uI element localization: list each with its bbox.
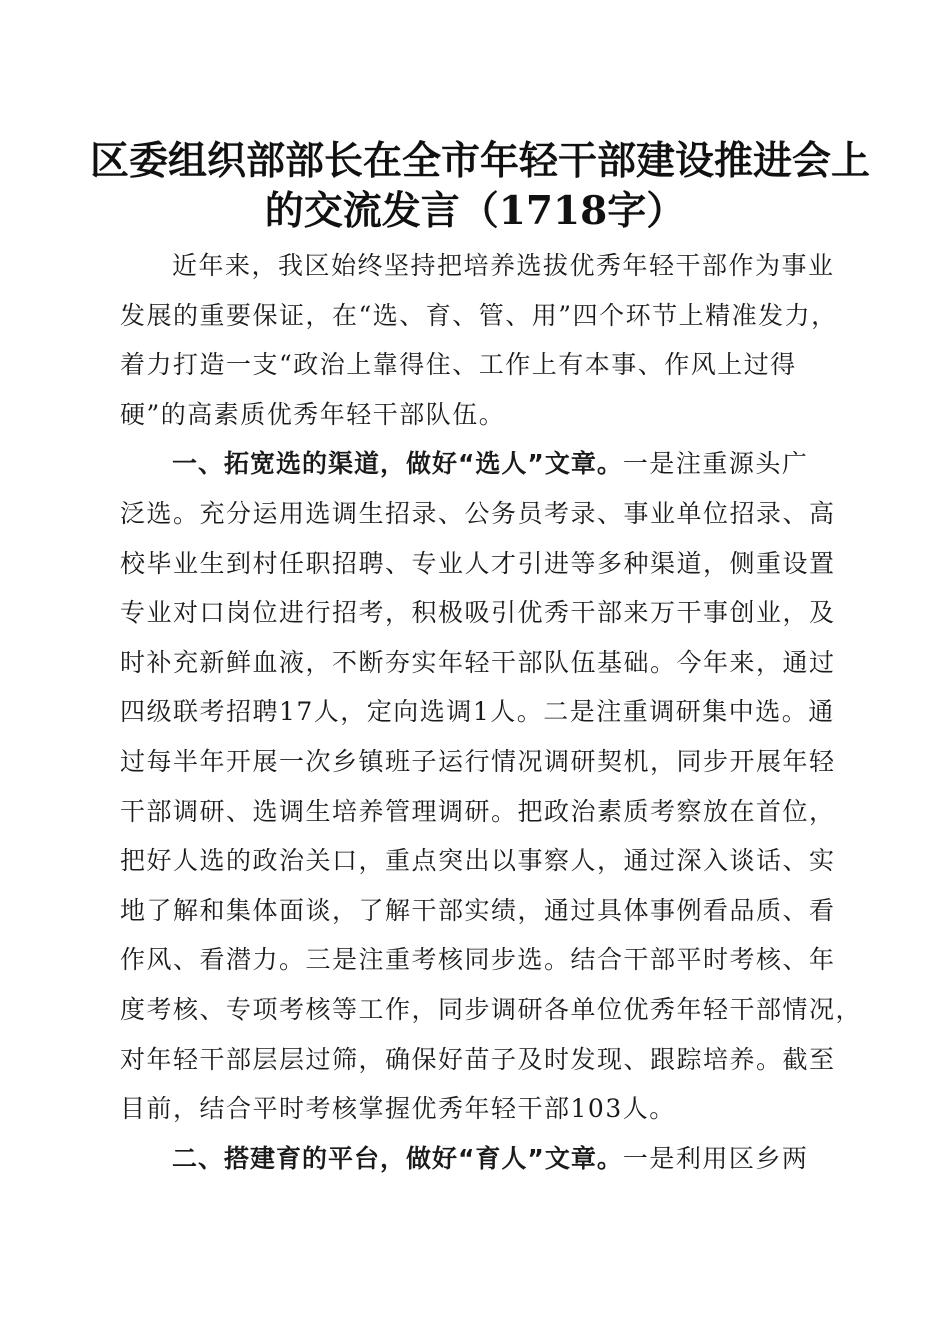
title-line: 的交流发言（1718字） [264, 188, 686, 234]
paragraph-line: 作风、看潜力。三是注重考核同步选。结合干部平时考核、年 [120, 945, 836, 975]
paragraph-line: 时补充新鲜血液，不断夯实年轻干部队伍基础。今年来，通过 [120, 647, 836, 677]
section-heading-line [120, 439, 830, 489]
paragraph-line: 干部调研、选调生培养管理调研。把政治素质考察放在首位， [120, 796, 836, 826]
paragraph-line: 硬”的高素质优秀年轻干部队伍。 [120, 399, 506, 429]
paragraph-line: 泛选。充分运用选调生招录、公务员考录、事业单位招录、高 [120, 498, 836, 528]
section-heading: 一、拓宽选的渠道，做好“选人”文章。 [172, 449, 623, 479]
document-title [90, 136, 871, 236]
section-text: 一是注重源头广 [622, 449, 809, 479]
paragraph-line: 着力打造一支“政治上靠得住、工作上有本事、作风上过得 [120, 350, 797, 380]
paragraph-line: 校毕业生到村任职招聘、专业人才引进等多种渠道，侧重设置 [120, 548, 836, 578]
paragraph-line: 把好人选的政治关口，重点突出以事察人，通过深入谈话、实 [120, 846, 836, 876]
paragraph-line: 四级联考招聘17人，定向选调1人。二是注重调研集中选。通 [120, 697, 835, 727]
document-body [120, 241, 863, 1183]
paragraph-line: 对年轻干部层层过筛，确保好苗子及时发现、跟踪培养。截至 [120, 1044, 836, 1074]
paragraph-line: 近年来，我区始终坚持把培养选拔优秀年轻干部作为事业 [172, 251, 835, 280]
paragraph-line: 目前，结合平时考核掌握优秀年轻干部103人。 [120, 1094, 676, 1124]
paragraph-line: 专业对口岗位进行招考，积极吸引优秀干部来万干事创业，及 [120, 598, 836, 628]
paragraph-line: 过每半年开展一次乡镇班子运行情况调研契机，同步开展年轻 [120, 746, 836, 776]
section-text: 一是利用区乡两 [622, 1143, 809, 1173]
section-heading-line [120, 1134, 830, 1184]
paragraph-line: 发展的重要保证，在“选、育、管、用”四个环节上精准发力， [120, 300, 838, 330]
paragraph-line: 度考核、专项考核等工作，同步调研各单位优秀年轻干部情况， [120, 994, 863, 1024]
section-heading: 二、搭建育的平台，做好“育人”文章。 [172, 1143, 623, 1173]
title-line: 区委组织部部长在全市年轻干部建设推进会上 [90, 138, 871, 184]
paragraph-line: 地了解和集体面谈，了解干部实绩，通过具体事例看品质、看 [120, 895, 836, 925]
